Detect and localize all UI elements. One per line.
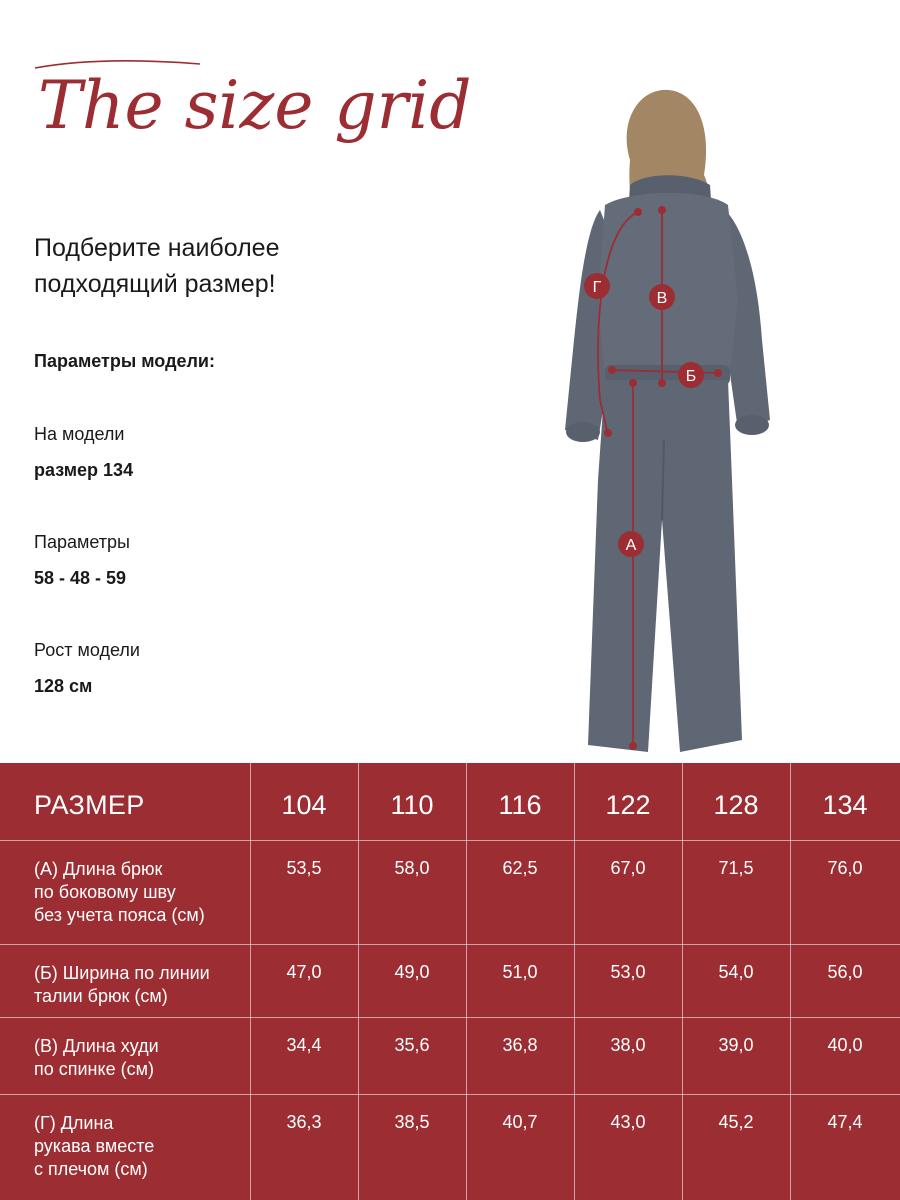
table-cell: 43,0 xyxy=(610,1112,646,1132)
table-cell: 71,5 xyxy=(718,858,754,878)
marker-v xyxy=(649,284,675,310)
table-cell: 76,0 xyxy=(827,858,863,878)
table-cell: 38,0 xyxy=(610,1035,646,1055)
size-col-110: 110 xyxy=(390,790,434,820)
marker-v-label: В xyxy=(656,290,668,307)
table-row xyxy=(0,1017,900,1094)
tagline-line-1: Подберите наиболее xyxy=(34,234,280,262)
table-cell: 53,0 xyxy=(610,962,646,982)
row-label-b: (Б) Ширина по линии талии брюк (см) xyxy=(34,963,210,1006)
script-title-text: The size grid xyxy=(38,67,472,144)
size-col-116: 116 xyxy=(498,790,542,820)
table-cell: 67,0 xyxy=(610,858,646,878)
trousers-shape xyxy=(588,380,742,752)
marker-b xyxy=(678,362,704,388)
table-row xyxy=(0,1094,900,1200)
row-label-a: (А) Длина брюк по боковому шву без учета пояса (см) xyxy=(34,859,205,925)
table-cell: 47,0 xyxy=(286,962,322,982)
size-table xyxy=(0,763,900,1200)
table-cell: 34,4 xyxy=(286,1035,322,1055)
model-params-label: Параметры xyxy=(34,532,130,552)
table-cell: 36,3 xyxy=(286,1112,322,1132)
tagline xyxy=(34,230,454,302)
table-cell: 56,0 xyxy=(827,962,863,982)
size-col-134: 134 xyxy=(822,790,868,820)
marker-g xyxy=(584,273,610,299)
model-figure xyxy=(540,80,800,760)
size-header-label: РАЗМЕР xyxy=(34,790,145,820)
table-cell: 51,0 xyxy=(502,962,538,982)
size-col-122: 122 xyxy=(605,790,651,820)
model-params-value: 58 - 48 - 59 xyxy=(34,568,127,588)
marker-a xyxy=(618,531,644,557)
model-size-value: размер 134 xyxy=(34,460,134,480)
model-params-heading: Параметры модели: xyxy=(34,351,215,371)
table-cell: 35,6 xyxy=(394,1035,430,1055)
table-header-row xyxy=(0,763,900,840)
row-label-g: (Г) Длина рукава вместе с плечом (см) xyxy=(34,1113,155,1179)
marker-g-label: Г xyxy=(592,279,602,296)
script-title xyxy=(30,50,490,160)
marker-b-label: Б xyxy=(685,368,697,385)
model-height-value: 128 см xyxy=(34,676,93,696)
table-cell: 36,8 xyxy=(502,1035,538,1055)
table-row xyxy=(0,840,900,944)
table-cell: 54,0 xyxy=(718,962,754,982)
table-cell: 47,4 xyxy=(827,1112,863,1132)
size-col-104: 104 xyxy=(281,790,327,820)
hoodie-body-shape xyxy=(598,193,738,375)
row-label-v: (В) Длина худи по спинке (см) xyxy=(34,1036,159,1079)
tagline-line-2: подходящий размер! xyxy=(34,270,276,298)
table-cell: 58,0 xyxy=(394,858,430,878)
table-cell: 40,7 xyxy=(502,1112,538,1132)
model-size-label: На модели xyxy=(34,424,125,444)
table-cell: 49,0 xyxy=(394,962,430,982)
table-cell: 53,5 xyxy=(286,858,322,878)
marker-a-label: А xyxy=(625,537,637,554)
model-height-label: Рост модели xyxy=(34,640,140,660)
size-col-128: 128 xyxy=(713,790,759,820)
table-cell: 39,0 xyxy=(718,1035,754,1055)
table-cell: 62,5 xyxy=(502,858,538,878)
table-cell: 40,0 xyxy=(827,1035,863,1055)
table-cell: 38,5 xyxy=(394,1112,430,1132)
table-row xyxy=(0,944,900,1017)
table-cell: 45,2 xyxy=(718,1112,754,1132)
